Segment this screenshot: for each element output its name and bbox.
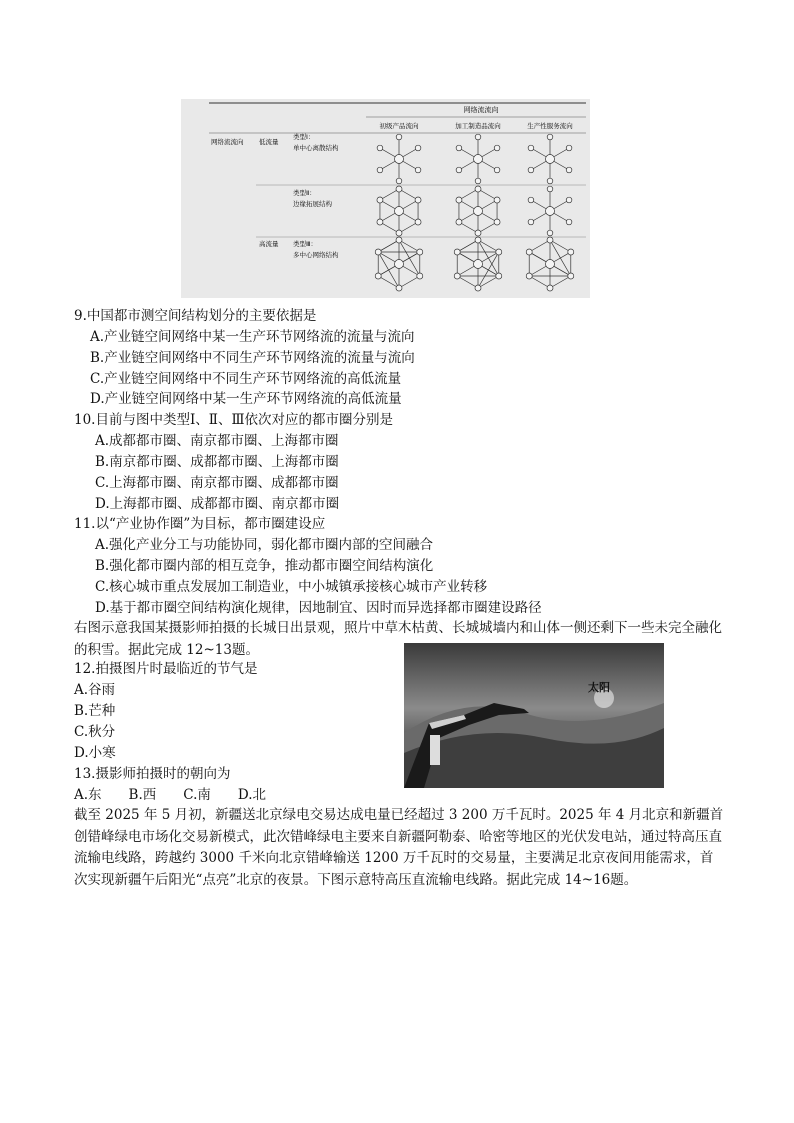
network-node [377,167,383,173]
network-node [547,134,553,140]
network-node [475,134,481,140]
q12-option-a: A.谷雨 [74,682,116,698]
q10-option-d: D.上海都市圈、成都都市圈、南京都市圈 [95,496,340,512]
network-node [547,285,553,291]
network-node [377,197,383,203]
type2-desc: 边缘拓展结构 [293,200,332,208]
network-edge [457,240,478,252]
network-node [395,260,404,269]
network-node [528,219,534,225]
col-header-1: 初级产品流向 [379,122,419,130]
network-node [475,186,481,192]
network-edge [378,252,399,288]
type1-name: 类型Ⅰ： [293,133,315,141]
q9-option-d: D.产业链空间网络中某一生产环节网络流的高低流量 [90,391,402,407]
network-node [546,155,555,164]
network-node [456,197,462,203]
q11-stem: 11.以“产业协作圈”为目标，都市圈建设应 [74,516,326,532]
q11-option-c: C.核心城市重点发展加工制造业，中小城镇承接核心城市产业转移 [95,579,488,595]
network-node [474,207,483,216]
type3-name: 类型Ⅲ： [293,240,317,248]
type2-name: 类型Ⅱ： [293,189,316,197]
network-edge [550,240,571,276]
type3-desc: 多中心网络结构 [293,251,339,259]
network-node [526,249,532,255]
q12-option-c: C.秋分 [74,724,116,740]
network-edge [550,276,571,288]
network-node [475,230,481,236]
network-edge [529,276,550,288]
passage-green-power: 截至 2025 年 5 月初，新疆送北京绿电交易达成电量已经超过 3 200 万千瓦时。2025 年 4 月北京和新疆首创错峰绿电市场化交易新模式，此次错峰绿电主要来自新疆阿勒泰、哈密等地区的光伏发电站，通过特高压直流输电线路，跨越约 3000 千米向北京错峰输送 1200 万千瓦时的交易量，主要满足北京夜间用能需求，首次实现新疆午后阳光“点亮”北京的夜景。下图示意特高压直流输电线路。据此完成 14~16题。 [74,807,724,888]
network-node [547,237,553,243]
q9-option-c: C.产业链空间网络中不同生产环节网络流的高低流量 [90,371,402,387]
q11-option-b: B.强化都市圈内部的相互竞争，推动都市圈空间结构演化 [95,558,434,574]
network-node [377,145,383,151]
type1-desc: 单中心离散结构 [293,144,339,152]
network-node [396,178,402,184]
row-group-label: 网络流流向 [211,138,244,146]
network-node [415,167,421,173]
network-node [396,186,402,192]
network-node [547,230,553,236]
q10-stem: 10.目前与图中类型Ⅰ、Ⅱ、Ⅲ依次对应的都市圈分别是 [74,412,393,428]
network-node [396,134,402,140]
network-node [454,249,460,255]
network-node [566,197,572,203]
network-node [568,249,574,255]
network-node [417,273,423,279]
col-header-2: 加工制造品流向 [455,122,501,130]
network-node [494,219,500,225]
network-node [547,186,553,192]
network-node [415,197,421,203]
col-header-3: 生产性服务流向 [527,122,573,130]
network-edge [399,276,420,288]
network-node [395,155,404,164]
network-node [456,145,462,151]
network-node [454,273,460,279]
network-node [375,249,381,255]
network-node [417,249,423,255]
q13-stem: 13.摄影师拍摄时的朝向为 [74,766,231,782]
network-node [528,197,534,203]
fig-header: 网络流流向 [463,106,499,114]
network-node [566,167,572,173]
q9-stem: 9.中国都市测空间结构划分的主要依据是 [74,308,317,324]
q10-option-a: A.成都都市圈、南京都市圈、上海都市圈 [95,433,339,449]
network-node [396,237,402,243]
network-node [456,219,462,225]
network-node [396,285,402,291]
q10-option-b: B.南京都市圈、成都都市圈、上海都市圈 [95,454,339,470]
network-node [496,273,502,279]
network-node [474,155,483,164]
network-edge [378,240,399,252]
q13-options: A.东 B.西 C.南 D.北 [74,787,267,803]
network-node [395,207,404,216]
network-node [475,285,481,291]
network-structure-figure [181,99,590,298]
q11-option-d: D.基于都市圈空间结构演化规律，因地制宜、因时而异选择都市圈建设路径 [95,600,542,616]
q12-option-b: B.芒种 [74,703,116,719]
network-edge [457,276,478,288]
network-node [475,237,481,243]
network-edge [529,240,550,252]
network-node [415,219,421,225]
q12-stem: 12.拍摄图片时最临近的节气是 [74,661,258,677]
network-node [528,167,534,173]
network-node [494,197,500,203]
network-node [546,207,555,216]
low-flow-label: 低流量 [259,138,279,146]
network-node [375,273,381,279]
q9-option-b: B.产业链空间网络中不同生产环节网络流的流量与流向 [90,350,415,366]
network-node [526,273,532,279]
q12-option-d: D.小寒 [74,745,116,761]
q10-option-c: C.上海都市圈、南京都市圈、成都都市圈 [95,475,339,491]
network-node [396,230,402,236]
network-node [475,178,481,184]
network-node [547,178,553,184]
high-flow-label: 高流量 [259,240,279,248]
network-node [496,249,502,255]
network-node [566,219,572,225]
network-node [456,167,462,173]
network-node [377,219,383,225]
network-node [474,260,483,269]
network-node [546,260,555,269]
q9-option-a: A.产业链空间网络中某一生产环节网络流的流量与流向 [90,329,415,345]
sun-label: 太阳 [588,681,610,694]
network-node [528,145,534,151]
network-diagrams [375,134,574,291]
network-node [566,145,572,151]
network-node [494,145,500,151]
network-node [568,273,574,279]
great-wall-sunrise-photo [404,643,664,788]
passage-great-wall: 右图示意我国某摄影师拍摄的长城日出景观，照片中草木枯黄、长城城墙内和山体一侧还剩下一些未完全融化的积雪。据此完成 12~13题。 [74,620,722,658]
network-node [494,167,500,173]
network-node [415,145,421,151]
q11-option-a: A.强化产业分工与功能协同，弱化都市圈内部的空间融合 [95,537,434,553]
